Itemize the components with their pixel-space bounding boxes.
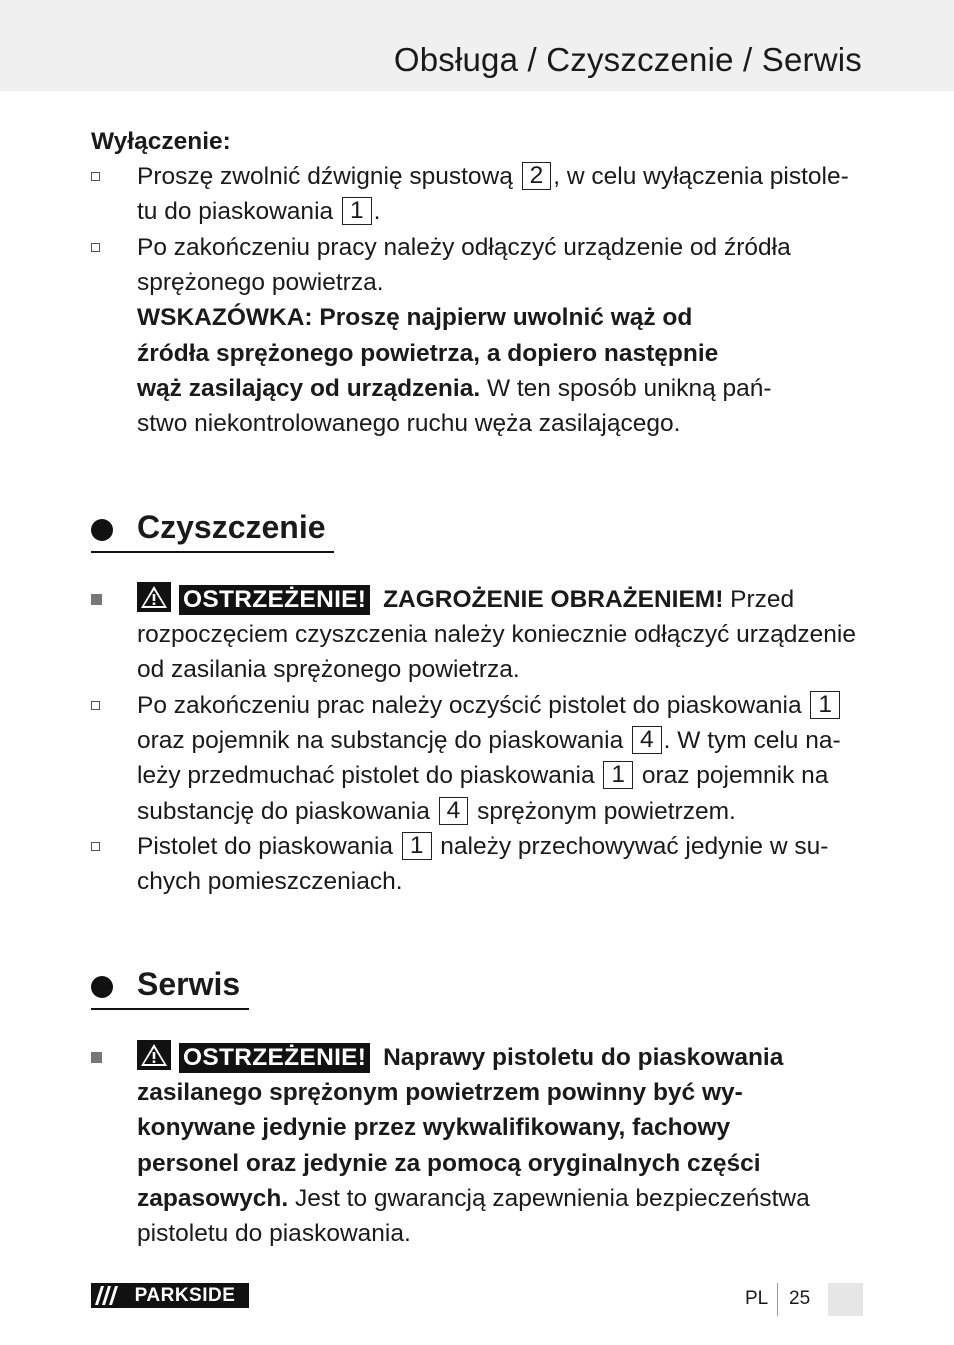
note-text: WSKAZÓWKA: Proszę najpierw uwolnić wąż od [137, 304, 693, 332]
text: leży przedmuchać pistolet do piaskowania [137, 762, 602, 790]
note-text: wąż zasilający od urządzenia. [137, 374, 481, 402]
checkbox-bullet-icon [91, 701, 100, 710]
warning-item [91, 1040, 863, 1251]
part-ref: 1 [402, 832, 432, 860]
brand-name: PARKSIDE [121, 1283, 249, 1308]
section-title: Czyszczenie [137, 509, 326, 545]
warning-text: personel oraz jedynie za pomocą oryginalnych części [137, 1149, 761, 1177]
warning-text: zapasowych. [137, 1184, 289, 1212]
part-ref: 4 [632, 726, 662, 754]
text: oraz pojemnik na substancję do piaskowania [137, 727, 631, 755]
part-ref: 1 [603, 761, 633, 789]
heading-underline [91, 1008, 249, 1010]
text: Proszę zwolnić dźwignię spustową [137, 163, 520, 190]
text: sprężonym powietrzem. [470, 797, 736, 825]
warning-badge: OSTRZEŻENIE! [179, 1043, 370, 1073]
text: oraz pojemnik na [635, 762, 829, 790]
square-bullet-icon [91, 594, 102, 605]
logo-stripes-icon [91, 1283, 121, 1308]
square-bullet-icon [91, 1052, 102, 1063]
text: Po zakończeniu pracy należy odłączyć urządzenie od źródła [137, 234, 791, 261]
warning-item [91, 582, 863, 688]
page-tab-marker [828, 1283, 863, 1316]
text: od zasilania sprężonego powietrza. [137, 656, 520, 684]
footer-divider [777, 1283, 778, 1316]
warning-text: ZAGROŻENIE OBRAŻENIEM! [376, 586, 724, 613]
bullet-dot-icon [91, 519, 113, 541]
checkbox-bullet-icon [91, 172, 100, 181]
warning-triangle-icon [137, 1040, 171, 1070]
part-ref: 1 [342, 197, 372, 225]
list-item [91, 230, 863, 441]
checkbox-bullet-icon [91, 842, 100, 851]
text: W ten sposób unikną pań- [480, 374, 772, 402]
checkbox-bullet-icon [91, 243, 100, 252]
text: Jest to gwarancją zapewnienia bezpieczeństwa [288, 1184, 810, 1212]
warning-text: Naprawy pistoletu do piaskowania [376, 1044, 784, 1071]
part-ref: 2 [522, 162, 552, 190]
text: substancję do piaskowania [137, 797, 437, 825]
text: tu do piaskowania [137, 198, 340, 226]
text: , w celu wyłączenia pistole- [553, 163, 849, 190]
page-header [0, 0, 954, 91]
heading-underline [91, 551, 334, 553]
bullet-dot-icon [91, 976, 113, 998]
text: Pistolet do piaskowania [137, 833, 400, 860]
part-ref: 4 [439, 797, 469, 825]
list-item [91, 829, 863, 899]
section-title: Serwis [137, 966, 241, 1002]
language-code: PL [745, 1288, 769, 1309]
note-text: źródła sprężonego powietrza, a dopiero następnie [137, 339, 719, 367]
warning-text: konywane jedynie przez wykwalifikowany, fachowy [137, 1114, 731, 1142]
page-number: 25 [789, 1288, 811, 1309]
text: sprężonego powietrza. [137, 269, 384, 297]
list-item [91, 688, 863, 829]
warning-text: zasilanego sprężonym powietrzem powinny być wy- [137, 1079, 743, 1107]
text: . [373, 198, 381, 226]
page-title: Obsługa / Czyszczenie / Serwis [393, 41, 862, 78]
warning-triangle-icon [137, 582, 171, 612]
text: Po zakończeniu prac należy oczyścić pistolet do piaskowania [137, 692, 809, 719]
brand-logo [91, 1283, 249, 1308]
text: . W tym celu na- [663, 727, 841, 755]
text: chych pomieszczeniach. [137, 868, 403, 896]
text: pistoletu do piaskowania. [137, 1220, 411, 1248]
text: należy przechowywać jedynie w su- [433, 833, 829, 860]
text: stwo niekontrolowanego ruchu węża zasilającego. [137, 410, 681, 438]
switch-off-heading: Wyłączenie: [91, 128, 231, 155]
warning-badge: OSTRZEŻENIE! [179, 585, 370, 615]
list-item [91, 159, 863, 229]
text: rozpoczęciem czyszczenia należy koniecznie odłączyć urządzenie [137, 621, 857, 649]
text: Przed [723, 586, 795, 613]
part-ref: 1 [810, 691, 840, 719]
